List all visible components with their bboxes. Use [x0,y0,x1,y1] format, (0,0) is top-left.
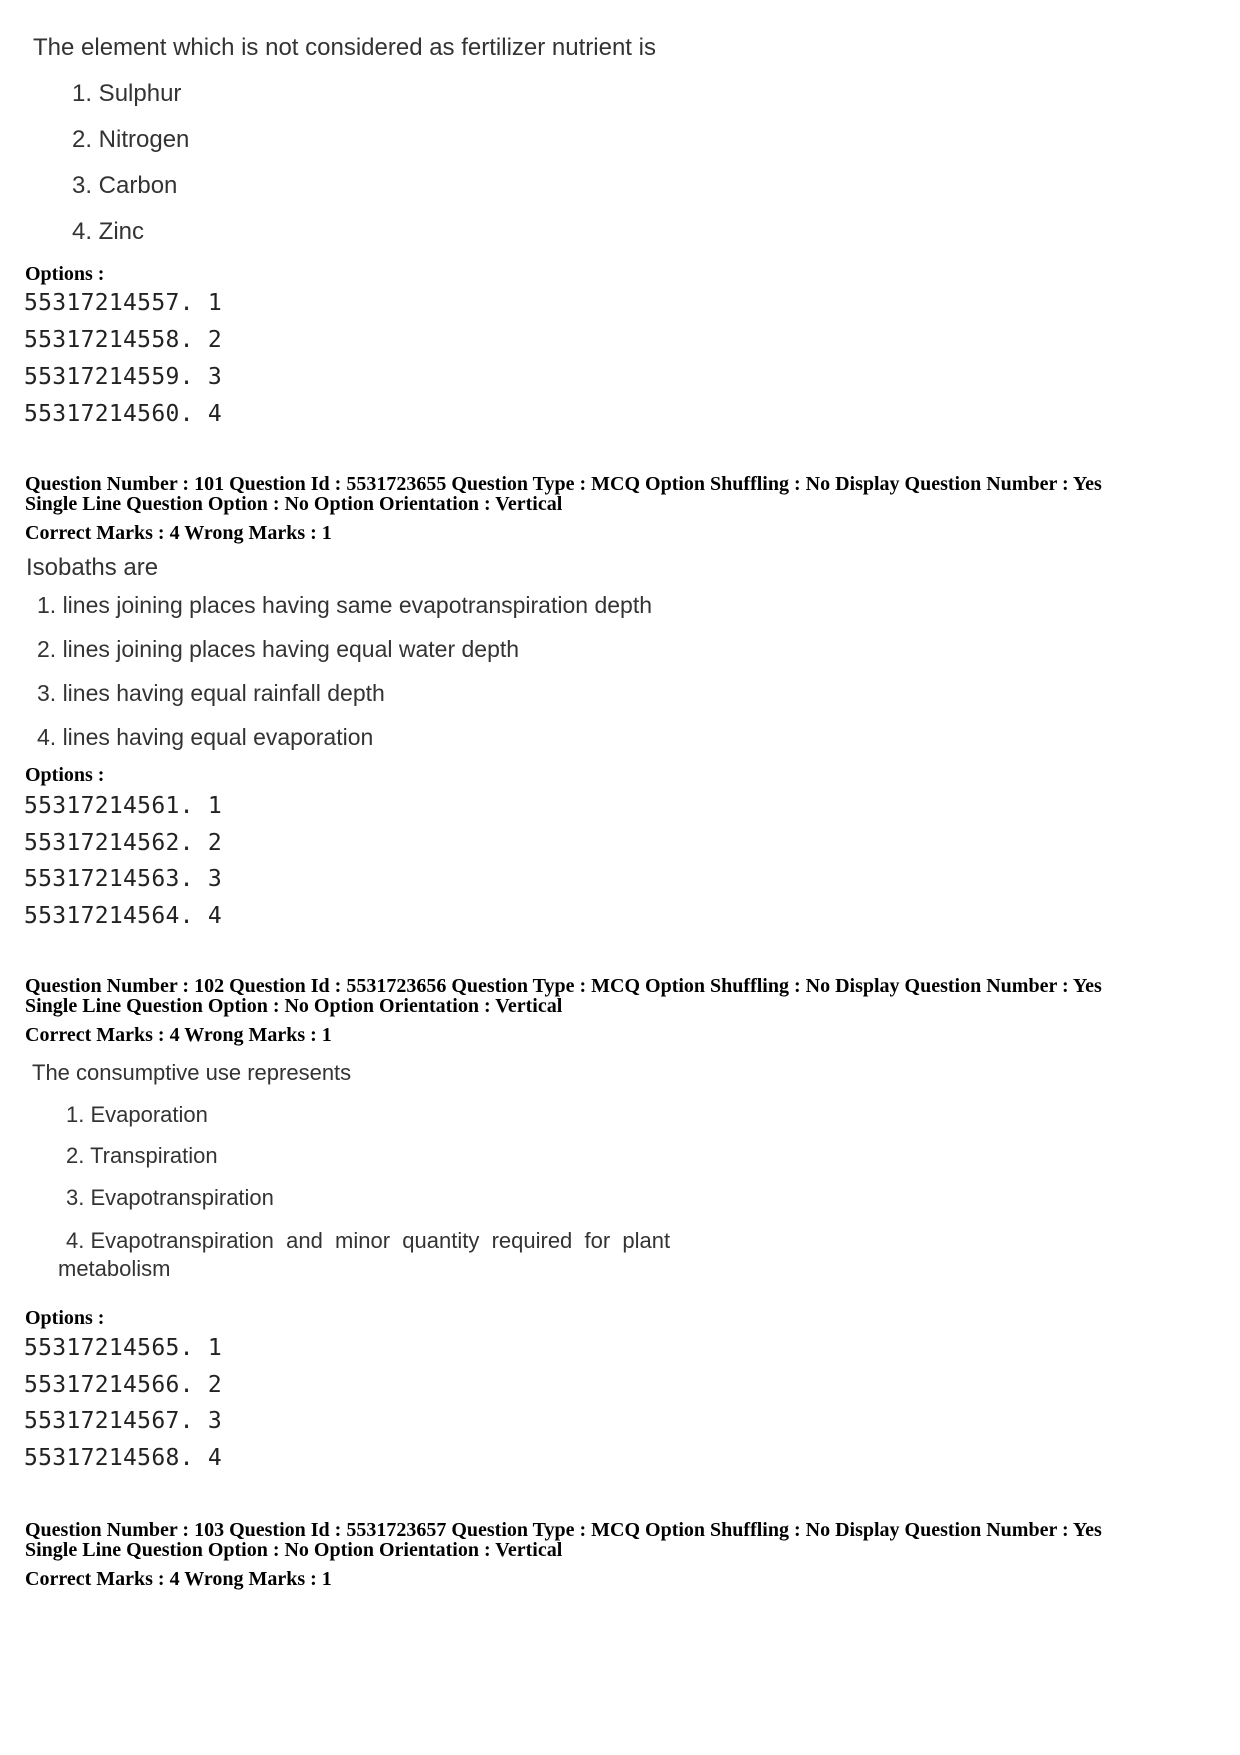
option-id-row: 55317214557. 1 [24,290,223,316]
question-meta-line1: Question Number : 101 Question Id : 5531723655 Question Type : MCQ Option Shuffling : No Display Question Number : Yes [25,473,1102,495]
question-choice: 1. Sulphur [72,80,182,107]
question-choice: 4. Evapotranspiration and minor quantity required for plant [66,1228,671,1253]
option-id-row: 55317214565. 1 [24,1335,223,1361]
question-image-101 [0,548,760,760]
question-text: The consumptive use represents [32,1060,352,1085]
option-id-row: 55317214559. 3 [24,364,223,390]
options-label: Options : [25,764,105,786]
question-choice: 2. Nitrogen [72,126,190,153]
option-id-row: 55317214562. 2 [24,830,223,856]
question-meta-line2: Single Line Question Option : No Option Orientation : Vertical [25,995,563,1017]
question-choice: 2. Transpiration [66,1143,218,1168]
question-choice: 3. Carbon [72,172,178,199]
question-choice: 3. lines having equal rainfall depth [37,680,385,706]
question-choice: 4. Zinc [72,218,145,245]
option-id-row: 55317214560. 4 [24,401,223,427]
option-id-row: 55317214558. 2 [24,327,223,353]
question-meta-line1: Question Number : 103 Question Id : 5531723657 Question Type : MCQ Option Shuffling : No Display Question Number : Yes [25,1519,1102,1541]
option-id-row: 55317214561. 1 [24,793,223,819]
question-choice: 1. Evaporation [66,1102,208,1127]
question-choice: 2. lines joining places having equal water depth [37,636,520,662]
question-meta-line2: Single Line Question Option : No Option Orientation : Vertical [25,493,563,515]
option-id-row: 55317214567. 3 [24,1408,223,1434]
question-marks: Correct Marks : 4 Wrong Marks : 1 [25,1568,332,1590]
question-image-102 [0,1052,760,1282]
option-id-row: 55317214566. 2 [24,1372,223,1398]
question-text: Isobaths are [26,554,159,581]
question-marks: Correct Marks : 4 Wrong Marks : 1 [25,1024,332,1046]
options-label: Options : [25,263,105,285]
question-choice: 1. lines joining places having same evapotranspiration depth [37,592,653,618]
options-label: Options : [25,1307,105,1329]
question-choice-continuation: metabolism [58,1256,171,1281]
question-meta-line2: Single Line Question Option : No Option Orientation : Vertical [25,1539,563,1561]
question-meta-line1: Question Number : 102 Question Id : 5531723656 Question Type : MCQ Option Shuffling : No Display Question Number : Yes [25,975,1102,997]
question-image-1 [0,0,760,260]
question-marks: Correct Marks : 4 Wrong Marks : 1 [25,522,332,544]
option-id-row: 55317214568. 4 [24,1445,223,1471]
question-text: The element which is not considered as fertilizer nutrient is [33,34,656,61]
question-choice: 3. Evapotranspiration [66,1185,274,1210]
question-choice: 4. lines having equal evaporation [37,724,374,750]
option-id-row: 55317214564. 4 [24,903,223,929]
option-id-row: 55317214563. 3 [24,866,223,892]
